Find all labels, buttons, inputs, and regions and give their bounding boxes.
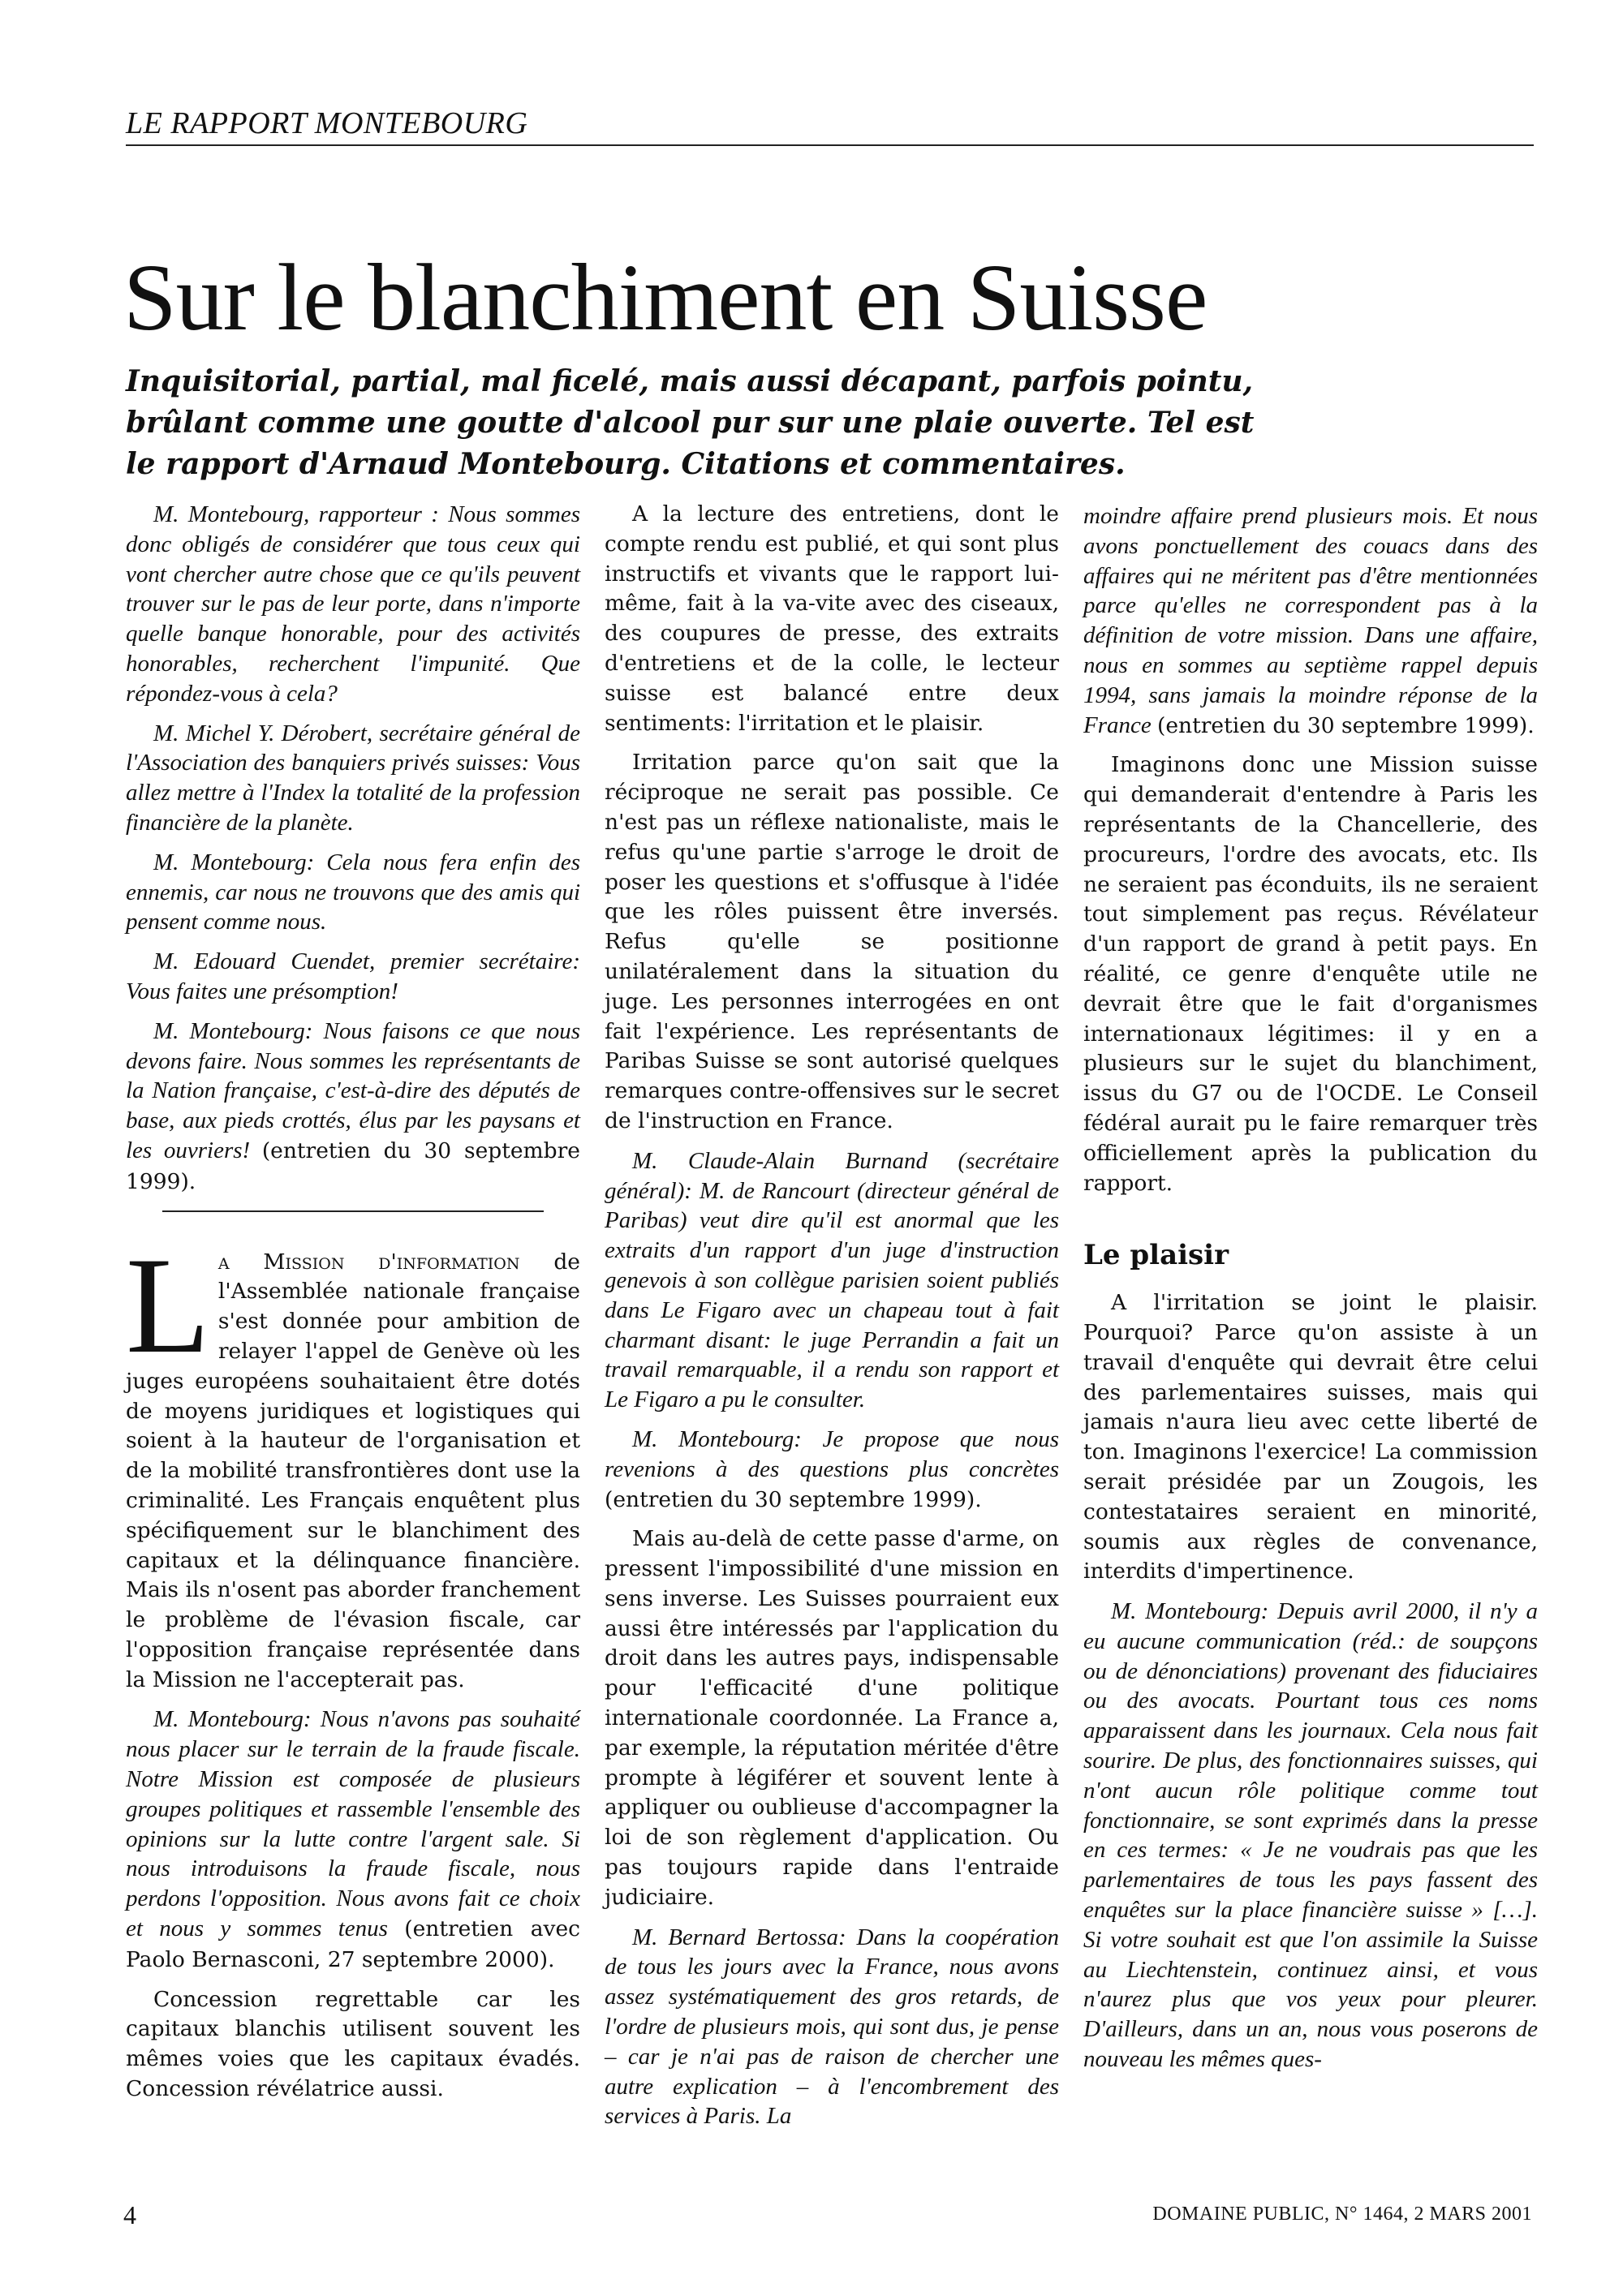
page-number: 4 <box>123 2200 136 2229</box>
quote: M. Edouard Cuendet, premier secrétaire: Vous faites une présomption! <box>126 948 580 1004</box>
paragraph: Concession regrettable car les capitaux blanchis utilisent souvent les mêmes voies que les capitaux évadés. Concession révélatrice aussi. <box>126 1986 580 2102</box>
quote: M. Michel Y. Dérobert, secrétaire général de l'Association des banquiers privés suisses: Vous allez mettre à l'Index la totalité de la profession financière de la planète. <box>126 720 580 836</box>
quote: M. Bernard Bertossa: Dans la coopération de tous les jours avec la France, nous avons assez systématiquement des gros retards, de l'ordre de plusieurs mois, qui sont dus, je pense – car je n'ai pas de raison de chercher une autre explication – à l'encombrement des services à Paris. La <box>605 1924 1059 2130</box>
quote-text: M. Montebourg: Nous n'avons pas souhaité nous placer sur le terrain de la fraude fiscale. Notre Mission est composée de plusieurs groupes politiques et rassemble l'ensemble des opinions sur la lutte contre l'argent sale. Si nous introduisons la fraude fiscale, nous perdons l'opposition. Nous avons fait ce choix et nous y sommes tenus <box>126 1706 580 1942</box>
article-lead: Inquisitorial, partial, mal ficelé, mais aussi décapant, parfois pointu, brûlant comme une goutte d'alcool pur sur une plaie ouverte. Tel est le rapport d'Arnaud Montebourg. Citations et commentaires. <box>126 364 1255 481</box>
quote <box>1083 501 1538 741</box>
quote: M. Montebourg, rapporteur : Nous sommes donc obligés de considérer que tous ceux qui vont chercher autre chose que ce qu'ils peuvent trouver sur le pas de leur porte, dans n'importe quelle banque honorable, pour des activités honorables, recherchent l'impunité. Que répondez-vous à cela? <box>126 501 580 707</box>
publication-info: DOMAINE PUBLIC, N° 1464, 2 MARS 2001 <box>1152 2204 1532 2225</box>
paragraph: A la lecture des entretiens, dont le compte rendu est publié, et qui sont plus instructifs et vivants que le rapport lui-même, fait à la va-vite avec des ciseaux, des coupures de presse, des extraits d'entretiens et de la colle, le lecteur suisse est balancé entre deux sentiments: l'irritation et le plaisir. <box>605 501 1059 736</box>
quote-source: (entretien du 30 septembre 1999). <box>1157 712 1535 738</box>
paragraph: Irritation parce qu'on sait que la réciproque ne serait pas possible. Ce n'est pas un réflexe nationaliste, mais le refus qu'une partie s'arroge le droit de poser les questions et s'offusque à l'idée que les rôles puissent être inversés. Refus qu'elle se positionne unilatéralement dans la situation du juge. Les personnes interrogées en ont fait l'expérience. Les représentants de Paribas Suisse se sont autorisé quelques remarques contre-offensives sur le secret de l'instruction en France. <box>605 750 1059 1133</box>
quote-text: M. Montebourg: Je propose que nous revenions à des questions plus concrètes <box>605 1425 1059 1482</box>
column-3 <box>1083 501 1538 2084</box>
column-2 <box>605 500 1059 2141</box>
article-title: Sur le blanchiment en Suisse <box>123 244 1208 351</box>
quote-source: (entretien avec Paolo Bernasconi, 27 septembre 2000). <box>126 1916 581 1972</box>
paragraph: A l'irritation se joint le plaisir. Pourquoi? Parce qu'on assiste à un travail d'enquête qui devrait être celui des parlementaires suisses, mais qui jamais n'aura lieu avec cette liberté de ton. Imaginons l'exercice! La commission serait présidée par un Zougois, les contestataires seraient en minorité, soumis aux règles de convenance, interdits d'impertinence. <box>1083 1290 1538 1584</box>
small-caps-lead: a Mission d'information <box>217 1249 520 1275</box>
paragraph: Mais au-delà de cette passe d'arme, on pressent l'impossibilité d'une mission en sens inverse. Les Suisses pourraient eux aussi être intéressés par l'application du droit dans les autres pays, indispensable pour l'efficacité d'une politique internationale coordonnée. La France a, par exemple, la réputation méritée d'être prompte à légiférer et souvent lente à appliquer ou oublieuse d'accompagner la loi de son règlement d'application. Ou pas toujours rapide dans l'entraide judiciaire. <box>605 1526 1059 1910</box>
subheading: Le plaisir <box>1083 1239 1229 1272</box>
quote: M. Montebourg: Depuis avril 2000, il n'y a eu aucune communication (réd.: de soupçons ou de dénonciations) provenant des fiduciaires ou des avocats. Pourtant tous ces noms apparaissent dans les journaux. Cela nous fait sourire. De plus, des fonctionnaires suisses, qui n'ont aucun rôle politique comme tout fonctionnaire, se sont exprimés dans la presse en ces termes: « Je ne voudrais pas que les parlementaires de tous les pays fassent des enquêtes sur la place financière suisse » […]. Si votre souhait est que l'on assimile la Suisse au Liechtenstein, continuez ainsi, et vous n'aurez plus que vos yeux pour pleurer. D'ailleurs, dans un an, nous vous poserons de nouveau les mêmes ques- <box>1083 1598 1538 2073</box>
quote-source: (entretien du 30 septembre 1999). <box>605 1486 982 1512</box>
lead-paragraph <box>126 1228 580 1696</box>
quote-source: (entretien du 30 septembre 1999). <box>126 1137 580 1194</box>
drop-cap: L <box>126 1228 210 1382</box>
column-1 <box>126 500 580 2114</box>
quote: M. Claude-Alain Burnand (secrétaire général): M. de Rancourt (directeur général de Paribas) veut dire qu'il est anormal que les extraits d'un rapport d'un juge d'instruction genevois à son collègue parisien soient publiés dans Le Figaro avec un chapeau tout à fait charmant disant: le juge Perrandin a fait un travail remarquable, il a rendu son rapport et Le Figaro a pu le consulter. <box>605 1147 1059 1413</box>
quote <box>605 1425 1059 1515</box>
quote-text: moindre affaire prend plusieurs mois. Et nous avons ponctuellement des couacs dans des affaires qui ne méritent pas d'être mentionnées parce qu'elles ne correspondent pas à la définition de votre mission. Dans une affaire, nous en sommes au septième rappel depuis 1994, sans jamais la moindre réponse de la France <box>1083 503 1538 738</box>
quote-text: M. Montebourg: Nous faisons ce que nous devons faire. Nous sommes les représentants de la Nation française, c'est-à-dire des députés de base, aux pieds crottés, élus par les paysans et les ouvriers! <box>126 1017 580 1163</box>
quote: M. Montebourg: Cela nous fera enfin des ennemis, car nous ne trouvons que des amis qui pensent comme nous. <box>126 849 580 935</box>
quote <box>126 1705 580 1975</box>
section-kicker: LE RAPPORT MONTEBOURG <box>126 104 1534 146</box>
section-divider <box>162 1210 544 1212</box>
quote <box>126 1017 580 1197</box>
paragraph: Imaginons donc une Mission suisse qui demanderait d'entendre à Paris les représentants de la Chancellerie, des procureurs, l'ordre des avocats, etc. Ils ne seraient pas éconduits, ils ne seraient tout simplement pas reçus. Révélateur d'un rapport de grand à petit pays. En réalité, ce genre d'enquête utile ne devrait être que le fait d'organismes internationaux légitimes: il y en a plusieurs sur le sujet du blanchiment, issus du G7 ou de l'OCDE. Le Conseil fédéral aurait pu le faire remarquer très officiellement après la publication du rapport. <box>1083 752 1538 1196</box>
paragraph-text: de l'Assemblée nationale française s'est donnée pour ambition de relayer l'appel de Genève où les juges européens souhaitaient être dotés de moyens juridiques et logistiques qui soient à la hauteur de l'organisation et de la mobilité transfrontières dont use la criminalité. Les Français enquêtent plus spécifiquement sur le blanchiment des capitaux et la délinquance financière. Mais ils n'osent pas aborder franchement le problème de l'évasion fiscale, car l'opposition française représentée dans la Mission ne l'accepterait pas. <box>126 1249 580 1692</box>
